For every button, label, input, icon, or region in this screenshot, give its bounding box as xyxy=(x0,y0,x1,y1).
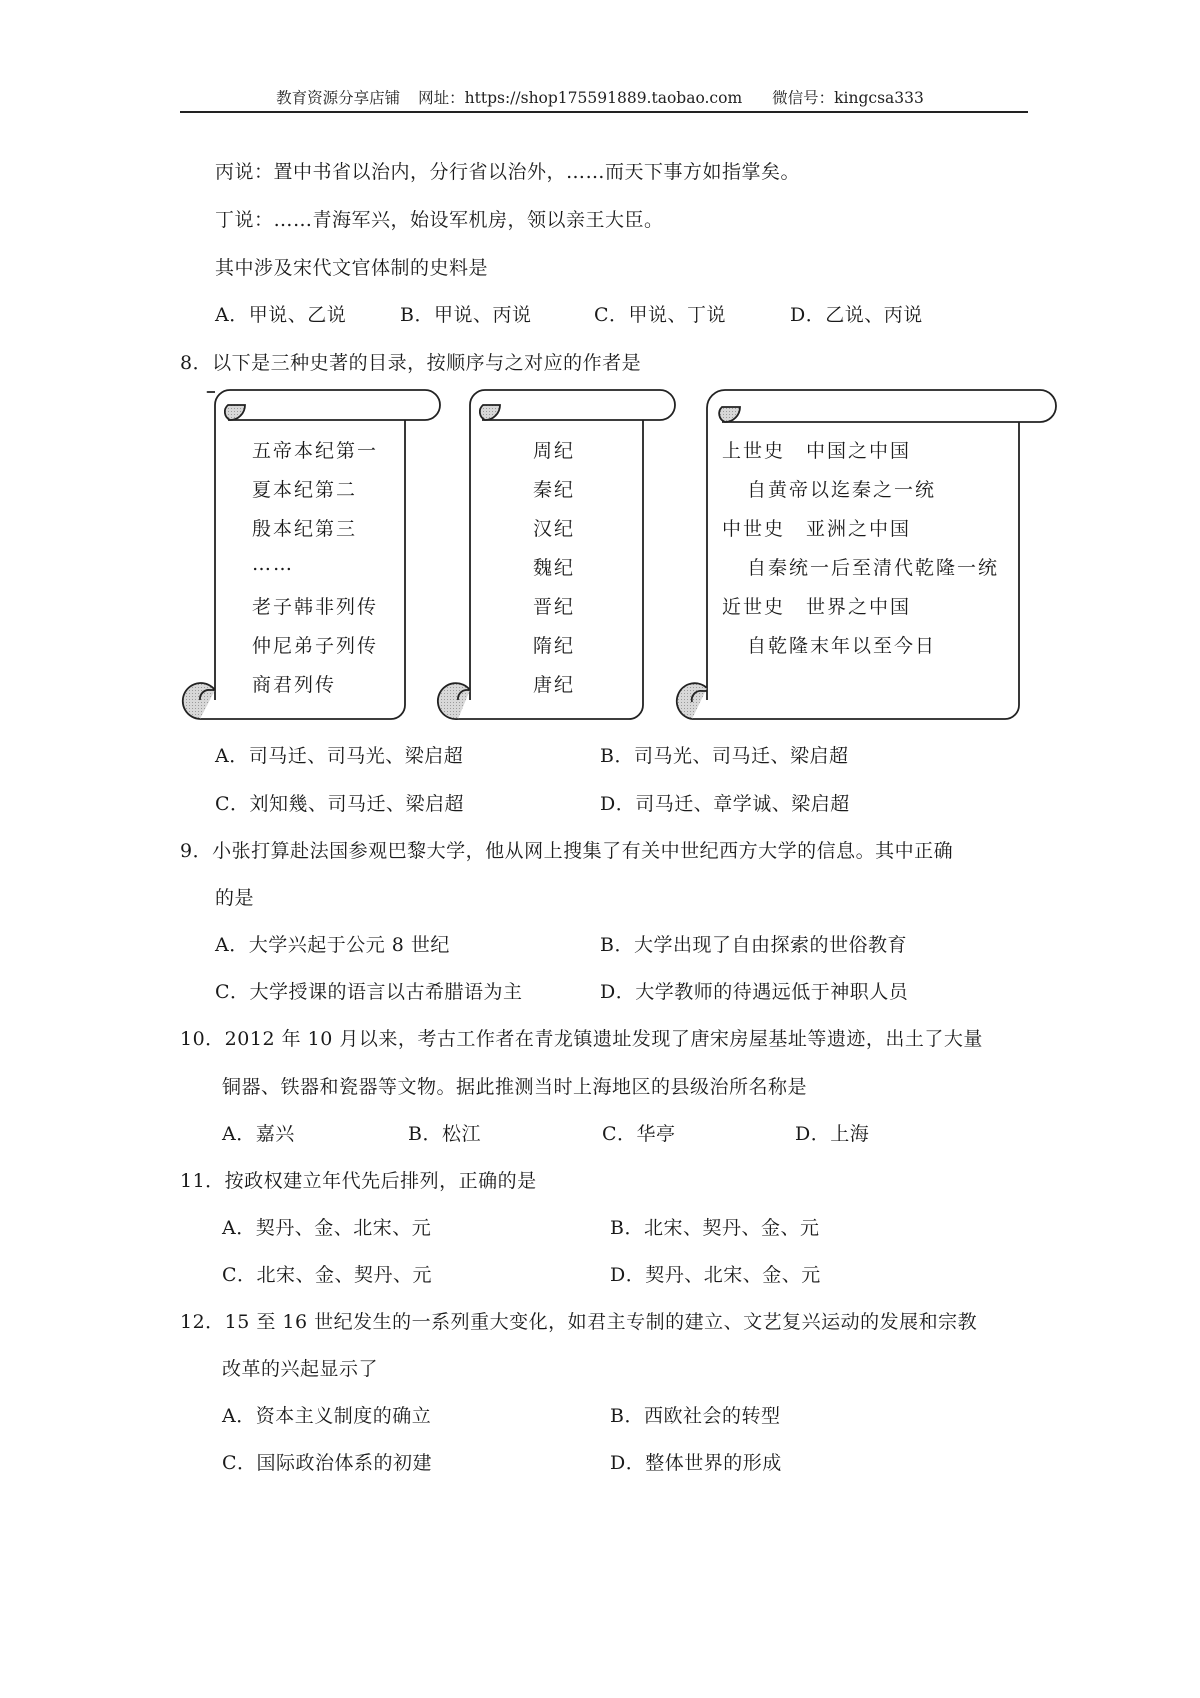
q7-option-a[interactable]: A．甲说、乙说 xyxy=(215,304,347,326)
q9-option-a[interactable]: A．大学兴起于公元 8 世纪 xyxy=(215,934,450,956)
q12-option-a[interactable]: A．资本主义制度的确立 xyxy=(222,1405,432,1427)
q8-option-c[interactable]: C．刘知幾、司马迁、梁启超 xyxy=(215,793,465,815)
scroll-3-item: 自秦统一后至清代乾隆一统 xyxy=(726,557,1000,579)
q10-option-b[interactable]: B．松江 xyxy=(408,1123,481,1145)
scroll-1-item: 仲尼弟子列传 xyxy=(252,635,379,657)
q8-option-b[interactable]: B．司马光、司马迁、梁启超 xyxy=(600,745,849,767)
shop-name: 教育资源分享店铺 xyxy=(276,89,401,107)
scroll-1-item: 夏本纪第二 xyxy=(252,479,358,501)
q8-option-d[interactable]: D．司马迁、章学诚、梁启超 xyxy=(600,793,850,815)
q7-ding-quote: 丁说：……青海军兴，始设军机房，领以亲王大臣。 xyxy=(215,209,664,231)
q10-stem-line1: 10．2012 年 10 月以来，考古工作者在青龙镇遗址发现了唐宋房屋基址等遗迹，出土了大量 xyxy=(180,1028,983,1050)
scroll-2-item: 晋纪 xyxy=(533,596,576,618)
q8-option-a[interactable]: A．司马迁、司马光、梁启超 xyxy=(215,745,464,767)
q9-option-b[interactable]: B．大学出现了自由探索的世俗教育 xyxy=(600,934,907,956)
scroll-2-item: 汉纪 xyxy=(533,518,576,540)
scroll-2-item: 周纪 xyxy=(533,440,576,462)
q10-stem-line2: 铜器、铁器和瓷器等文物。据此推测当时上海地区的县级治所名称是 xyxy=(222,1076,808,1098)
scroll-2-item: 魏纪 xyxy=(533,557,576,579)
scroll-2-item: 隋纪 xyxy=(533,635,576,657)
scroll-1-item: 商君列传 xyxy=(252,674,337,696)
scroll-2-item: 唐纪 xyxy=(533,674,576,696)
q12-stem-line2: 改革的兴起显示了 xyxy=(222,1358,379,1380)
scroll-3-item: 上世史 中国之中国 xyxy=(722,440,912,462)
scroll-1-item: 殷本纪第三 xyxy=(252,518,358,540)
q12-option-c[interactable]: C．国际政治体系的初建 xyxy=(222,1452,433,1474)
q12-stem-line1: 12．15 至 16 世纪发生的一系列重大变化，如君主专制的建立、文艺复兴运动的发展和宗教 xyxy=(180,1311,978,1333)
q10-option-c[interactable]: C．华亭 xyxy=(602,1123,676,1145)
q10-option-a[interactable]: A．嘉兴 xyxy=(222,1123,295,1145)
q12-option-b[interactable]: B．西欧社会的转型 xyxy=(610,1405,781,1427)
scroll-1-item: 五帝本纪第一 xyxy=(252,440,379,462)
q10-option-d[interactable]: D．上海 xyxy=(795,1123,870,1145)
q7-bing-quote: 丙说：置中书省以治内，分行省以治外，……而天下事方如指掌矣。 xyxy=(215,161,801,183)
shop-url: 网址：https://shop175591889.taobao.com xyxy=(418,89,743,107)
scroll-3-item: 中世史 亚洲之中国 xyxy=(722,518,912,540)
q12-option-d[interactable]: D．整体世界的形成 xyxy=(610,1452,782,1474)
scroll-3-item: 自黄帝以迄秦之一统 xyxy=(726,479,937,501)
scroll-1-item: …… xyxy=(252,553,294,575)
scroll-2-item: 秦纪 xyxy=(533,479,576,501)
q11-option-d[interactable]: D．契丹、北宋、金、元 xyxy=(610,1264,821,1286)
scroll-3-item: 近世史 世界之中国 xyxy=(722,596,912,618)
scroll-1-item: 老子韩非列传 xyxy=(252,596,379,618)
q9-option-d[interactable]: D．大学教师的待遇远低于神职人员 xyxy=(600,981,909,1003)
q7-option-b[interactable]: B．甲说、丙说 xyxy=(400,304,532,326)
wechat-id: 微信号：kingcsa333 xyxy=(772,89,924,107)
q8-stem: 8．以下是三种史著的目录，按顺序与之对应的作者是 xyxy=(180,352,642,374)
q9-stem-line1: 9．小张打算赴法国参观巴黎大学，他从网上搜集了有关中世纪西方大学的信息。其中正确 xyxy=(180,840,954,862)
q9-option-c[interactable]: C．大学授课的语言以古希腊语为主 xyxy=(215,981,523,1003)
q11-stem: 11．按政权建立年代先后排列，正确的是 xyxy=(180,1170,537,1192)
q7-prompt: 其中涉及宋代文官体制的史料是 xyxy=(215,257,489,279)
q7-option-c[interactable]: C．甲说、丁说 xyxy=(594,304,727,326)
q7-option-d[interactable]: D．乙说、丙说 xyxy=(790,304,923,326)
q11-option-a[interactable]: A．契丹、金、北宋、元 xyxy=(222,1217,432,1239)
q9-stem-line2: 的是 xyxy=(215,887,255,909)
q11-option-b[interactable]: B．北宋、契丹、金、元 xyxy=(610,1217,820,1239)
q11-option-c[interactable]: C．北宋、金、契丹、元 xyxy=(222,1264,433,1286)
scroll-3-item: 自乾隆末年以至今日 xyxy=(726,635,937,657)
